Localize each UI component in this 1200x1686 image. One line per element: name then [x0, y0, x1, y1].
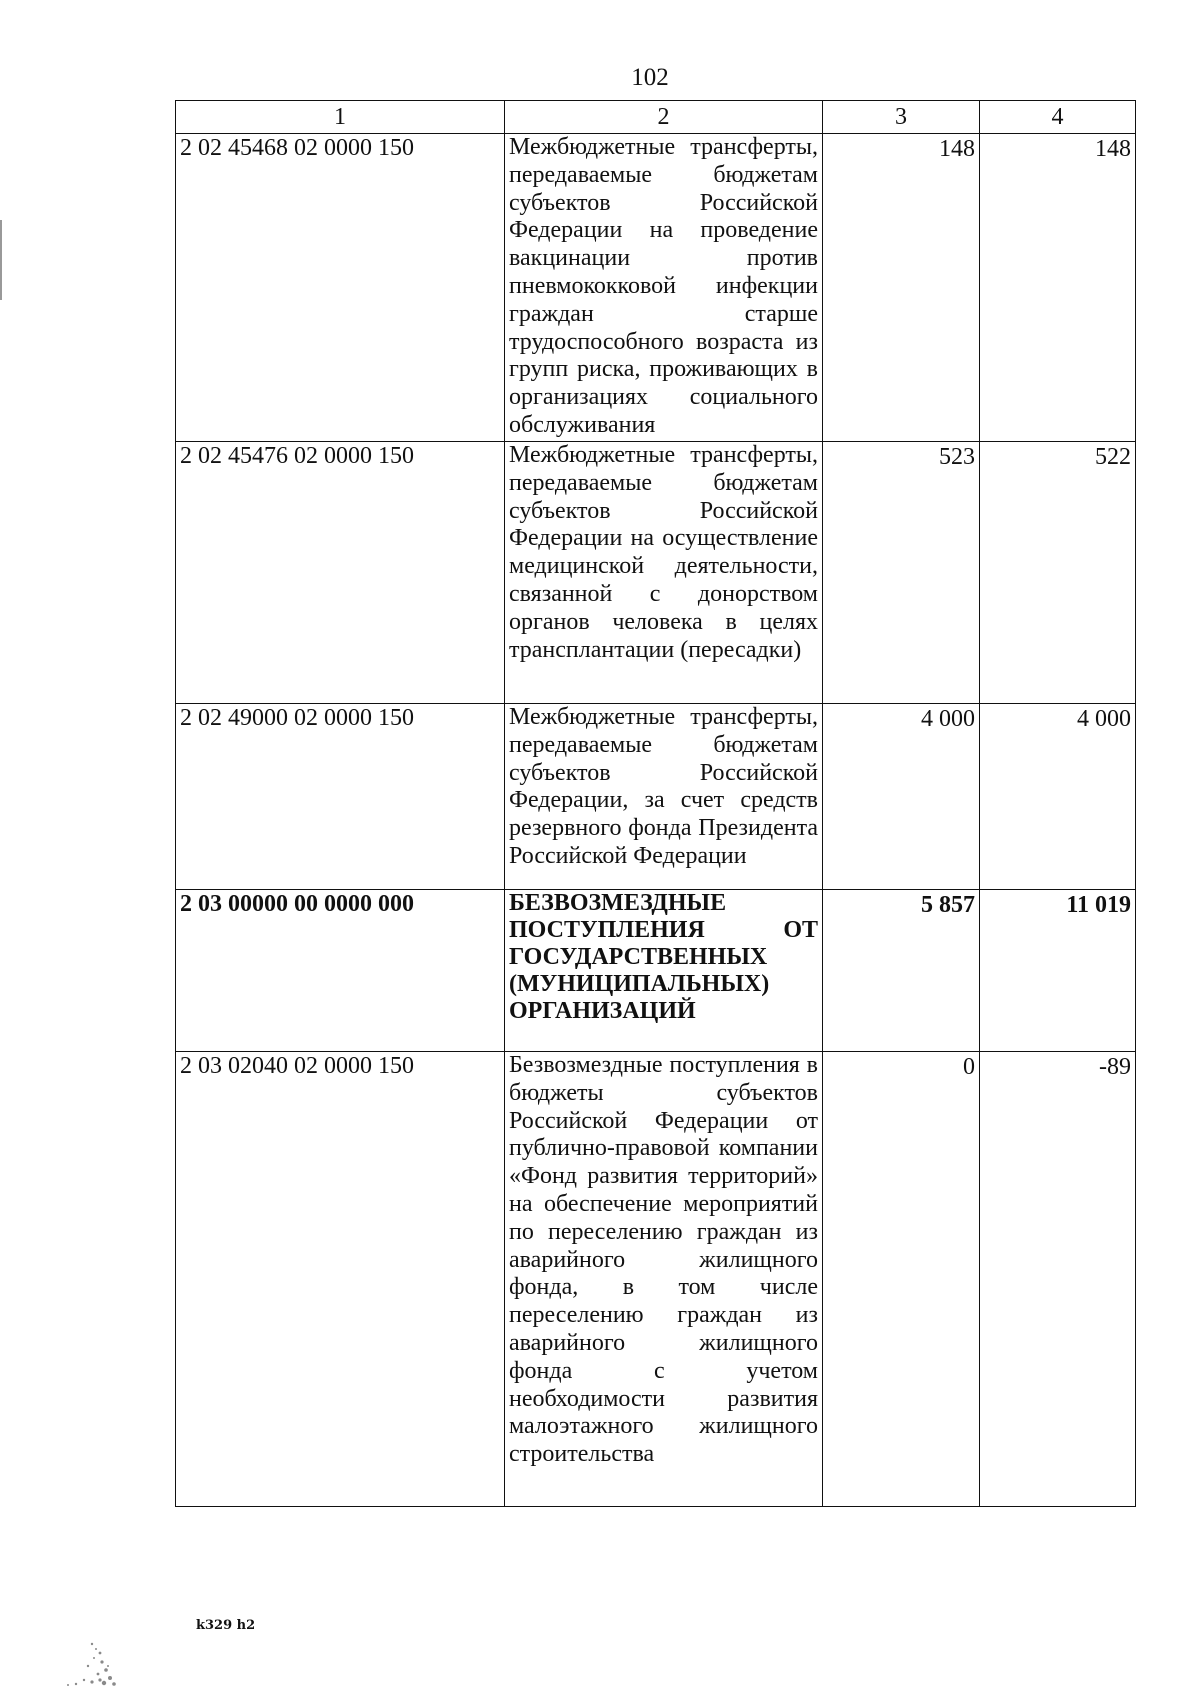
page-number: 102 [631, 64, 669, 91]
budget-code: 2 03 00000 00 0000 000 [176, 890, 505, 1052]
value-col3: 4 000 [823, 704, 980, 890]
column-header-3: 3 [823, 101, 980, 134]
table-header-row [176, 101, 1136, 134]
item-description: Межбюджетные трансферты, передаваемые бюджетам субъектов Российской Федерации, за счет средств резервного фонда Президента Российской Федерации [505, 704, 823, 890]
value-col4: 11 019 [980, 890, 1136, 1052]
scan-artifact [30, 1640, 120, 1686]
item-description: Безвозмездные поступления в бюджеты субъектов Российской Федерации от публично-правовой компании «Фонд развития территорий» на обеспечение мероприятий по переселению граждан из аварийного жилищного фонда, в том числе переселению граждан из аварийного жилищного фонда с учетом необходимости развития малоэтажного жилищного строительства [505, 1052, 823, 1507]
scan-edge-mark [0, 220, 2, 300]
table-row [176, 890, 1136, 1052]
value-col4: 522 [980, 442, 1136, 704]
item-description: Межбюджетные трансферты, передаваемые бюджетам субъектов Российской Федерации на проведение вакцинации против пневмококковой инфекции граждан старше трудоспособного возраста из групп риска, проживающих в организациях социального обслуживания [505, 134, 823, 442]
budget-code: 2 02 45476 02 0000 150 [176, 442, 505, 704]
column-header-1: 1 [176, 101, 505, 134]
budget-code: 2 02 49000 02 0000 150 [176, 704, 505, 890]
table-row [176, 134, 1136, 442]
value-col3: 5 857 [823, 890, 980, 1052]
column-header-2: 2 [505, 101, 823, 134]
value-col4: 148 [980, 134, 1136, 442]
budget-code: 2 02 45468 02 0000 150 [176, 134, 505, 442]
column-header-4: 4 [980, 101, 1136, 134]
value-col3: 148 [823, 134, 980, 442]
value-col4: 4 000 [980, 704, 1136, 890]
budget-table [175, 100, 1136, 1507]
value-col3: 523 [823, 442, 980, 704]
document-footer-code: k329 h2 [196, 1618, 256, 1633]
table-row [176, 1052, 1136, 1507]
budget-code: 2 03 02040 02 0000 150 [176, 1052, 505, 1507]
value-col4: -89 [980, 1052, 1136, 1507]
item-description: БЕЗВОЗМЕЗДНЫЕ ПОСТУПЛЕНИЯ ОТ ГОСУДАРСТВЕННЫХ (МУНИЦИПАЛЬНЫХ) ОРГАНИЗАЦИЙ [505, 890, 823, 1052]
item-description: Межбюджетные трансферты, передаваемые бюджетам субъектов Российской Федерации на осуществление медицинской деятельности, связанной с донорством органов человека в целях трансплантации (пересадки) [505, 442, 823, 704]
table-row [176, 442, 1136, 704]
table-row [176, 704, 1136, 890]
value-col3: 0 [823, 1052, 980, 1507]
